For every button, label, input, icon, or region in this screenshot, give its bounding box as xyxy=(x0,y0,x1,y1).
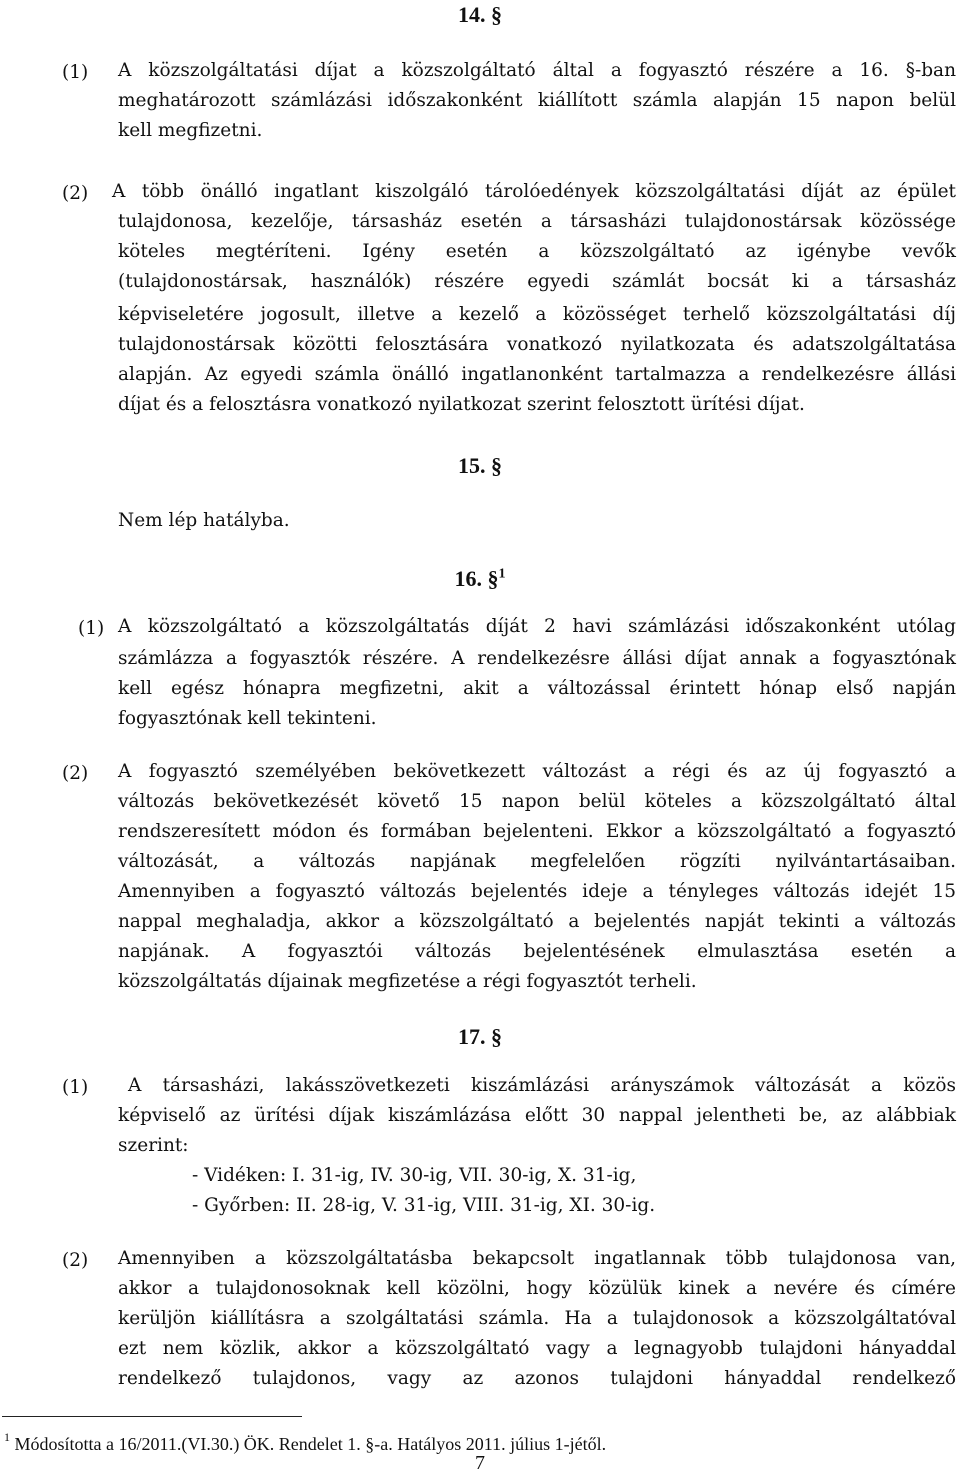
footnote-reference: 1 xyxy=(498,566,506,582)
s16-p1-line: A közszolgáltató a közszolgáltatás díját 2 havi számlázási időszakonként utólag xyxy=(118,616,956,637)
s14-p2-line: tulajdonosa, kezelője, társasház esetén a társasházi tulajdonostársak közössége xyxy=(118,211,956,232)
s14-p1-line: meghatározott számlázási időszakonként kiállított számla alapján 15 napon belül xyxy=(118,90,956,111)
s14-p2-line: A több önálló ingatlant kiszolgáló tárolóedények közszolgáltatási díját az épület xyxy=(112,181,956,202)
s15-text: Nem lép hatályba. xyxy=(118,510,290,531)
s14-p1-line: kell megfizetni. xyxy=(118,120,263,141)
s17-p2-line: kerüljön kiállításra a szolgáltatási számla. Ha a tulajdonosok a közszolgáltatóval xyxy=(118,1308,956,1329)
s17-p2-line: ezt nem közlik, akkor a közszolgáltató vagy a legnagyobb tulajdoni hányaddal xyxy=(118,1338,956,1359)
section-15-heading: 15. § xyxy=(458,453,502,478)
s16-p2-line: változás bekövetkezését követő 15 napon belül köteles a közszolgáltató által xyxy=(118,791,956,812)
section-16-title: 16. § xyxy=(454,566,499,591)
s14-p1-number: (1) xyxy=(62,62,89,83)
s16-p1-line: kell egész hónapra megfizetni, akit a változással érintett hónap első napján xyxy=(118,678,956,699)
s17-p1-number: (1) xyxy=(62,1077,89,1098)
s17-list-item: - Vidéken: I. 31-ig, IV. 30-ig, VII. 30-ig, X. 31-ig, xyxy=(192,1165,637,1186)
s14-p2-line: képviseletére jogosult, illetve a kezelő a közösséget terhelő közszolgáltatási díj xyxy=(118,304,956,325)
s17-p1-line: A társasházi, lakásszövetkezeti kiszámlázási arányszámok változását a közös xyxy=(128,1075,956,1096)
s14-p1-line: A közszolgáltatási díjat a közszolgáltató által a fogyasztó részére a 16. §-ban xyxy=(118,60,956,81)
s14-p2-line: tulajdonostársak közötti felosztására vonatkozó nyilatkozata és adatszolgáltatása xyxy=(118,334,956,355)
s14-p2-number: (2) xyxy=(62,183,89,204)
s16-p2-line: napjának. A fogyasztói változás bejelentésének elmulasztása esetén a xyxy=(118,941,956,962)
s14-p2-line: díjat és a felosztásra vonatkozó nyilatkozat szerint felosztott ürítési díjat. xyxy=(118,394,805,415)
section-16-heading xyxy=(0,566,960,592)
s16-p2-line: változását, a változás napjának megfelelően rögzíti nyilvántartásaiban. xyxy=(118,851,956,872)
s17-p2-line: Amennyiben a közszolgáltatásba bekapcsolt ingatlannak több tulajdonosa van, xyxy=(118,1248,956,1269)
section-14-heading: 14. § xyxy=(458,2,502,27)
s16-p1-line: fogyasztónak kell tekinteni. xyxy=(118,708,377,729)
s17-p2-number: (2) xyxy=(62,1250,89,1271)
s16-p2-line: rendszeresített módon és formában bejelenteni. Ekkor a közszolgáltató a fogyasztó xyxy=(118,821,956,842)
footnote-separator xyxy=(2,1416,302,1417)
s14-p2-line: köteles megtéríteni. Igény esetén a közszolgáltató az igénybe vevők xyxy=(118,241,956,262)
s16-p2-line: Amennyiben a fogyasztó változás bejelentés ideje a tényleges változás idejét 15 xyxy=(118,881,956,902)
s16-p2-line: közszolgáltatás díjainak megfizetése a régi fogyasztót terheli. xyxy=(118,971,697,992)
s14-p2-line: alapján. Az egyedi számla önálló ingatlanonként tartalmazza a rendelkezésre állási xyxy=(118,364,956,385)
s17-p1-line: képviselő az ürítési díjak kiszámlázása előtt 30 nappal jelentheti be, az alábbiak xyxy=(118,1105,956,1126)
s16-p1-number: (1) xyxy=(78,618,105,639)
footnote-text: Módosította a 16/2011.(VI.30.) ÖK. Rendelet 1. §-a. Hatályos 2011. július 1-jétől. xyxy=(14,1434,607,1454)
s16-p2-line: A fogyasztó személyében bekövetkezett változást a régi és az új fogyasztó a xyxy=(118,761,956,782)
s16-p2-line: nappal meghaladja, akkor a közszolgáltató a bejelentés napját tekinti a változás xyxy=(118,911,956,932)
s14-p2-line: (tulajdonostársak, használók) részére egyedi számlát bocsát ki a társasház xyxy=(118,271,956,292)
section-17-heading: 17. § xyxy=(458,1024,502,1049)
s17-p1-line: szerint: xyxy=(118,1135,189,1156)
s16-p1-line: számlázza a fogyasztók részére. A rendelkezésre állási díjat annak a fogyasztónak xyxy=(118,648,956,669)
s16-p2-number: (2) xyxy=(62,763,89,784)
page-number: 7 xyxy=(475,1452,485,1474)
footnote-mark: 1 xyxy=(4,1430,10,1444)
s17-list-item: - Győrben: II. 28-ig, V. 31-ig, VIII. 31-ig, XI. 30-ig. xyxy=(192,1195,656,1216)
s17-p2-line: rendelkező tulajdonos, vagy az azonos tulajdoni hányaddal rendelkező xyxy=(118,1368,956,1389)
s17-p2-line: akkor a tulajdonosoknak kell közölni, hogy közülük kinek a nevére és címére xyxy=(118,1278,956,1299)
